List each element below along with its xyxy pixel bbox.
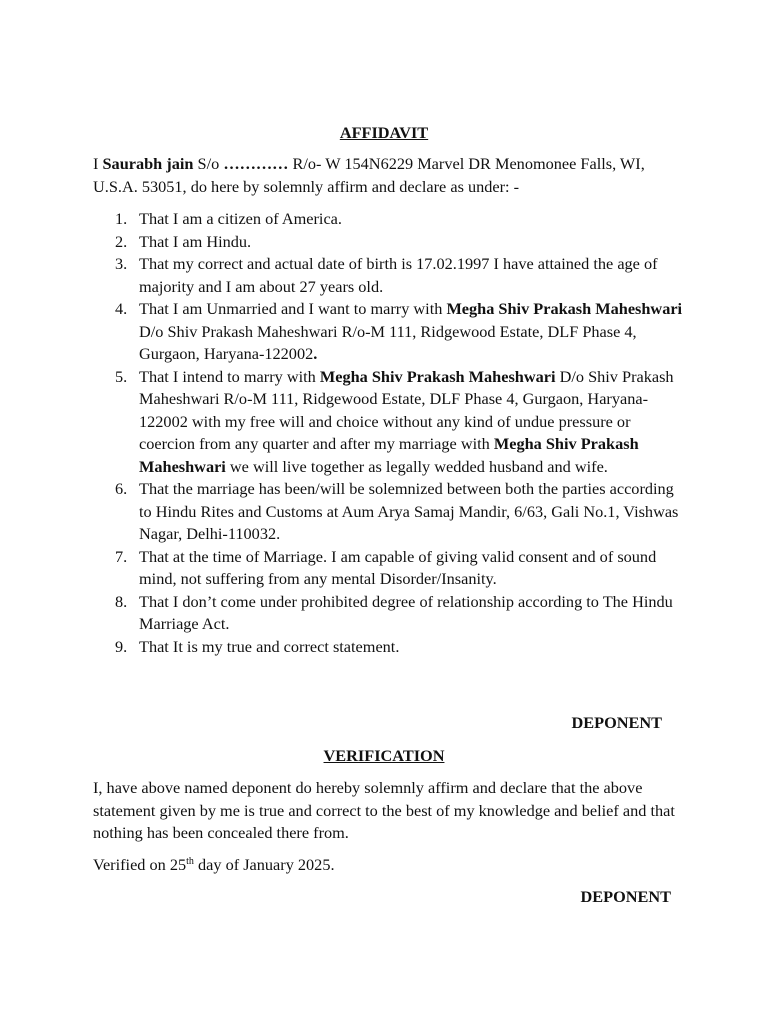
verified-suffix: day of January 2025. bbox=[193, 855, 335, 874]
point-number: 1. bbox=[115, 209, 128, 228]
point-text: That my correct and actual date of birth is 17.02.1997 I have attained the age of majority and I am about 27 years old. bbox=[139, 254, 658, 296]
point-number: 9. bbox=[115, 636, 128, 656]
point-text: That I am Hindu. bbox=[139, 231, 252, 251]
ordinal-suffix: th bbox=[186, 856, 194, 867]
point-period: . bbox=[313, 344, 318, 363]
point-text: That I don’t come under prohibited degree of relationship according to The Hindu Marriage Act. bbox=[139, 591, 673, 633]
point-item bbox=[93, 253, 683, 298]
point-text: we will live together as legally wedded husband and wife. bbox=[225, 456, 608, 476]
point-item bbox=[93, 208, 683, 231]
point-text: D/o Shiv Prakash Maheshwari R/o-M 111, Ridgewood Estate, DLF Phase 4, Gurgaon, Haryana-122002 with my free will and choice without any kind of undue pressure or coercion from any quarter and after my marriage with bbox=[139, 366, 674, 453]
point-number: 5. bbox=[115, 366, 128, 386]
point-item bbox=[93, 636, 683, 659]
deponent-signature-label: DEPONENT bbox=[571, 713, 662, 732]
point-item bbox=[93, 298, 683, 366]
point-text: That I am Unmarried and I want to marry with bbox=[139, 299, 447, 318]
point-text: That I am a citizen of America. bbox=[139, 209, 342, 228]
verification-title: VERIFICATION bbox=[323, 746, 445, 765]
intro-address: R/o- W 154N6229 Marvel DR Menomonee Falls, WI, U.S.A. 53051, do here by solemnly affirm and declare as under: - bbox=[93, 154, 645, 196]
verified-date bbox=[93, 854, 683, 877]
point-number: 8. bbox=[115, 591, 128, 611]
point-number: 6. bbox=[115, 479, 128, 498]
point-number: 4. bbox=[115, 299, 128, 318]
point-number: 2. bbox=[115, 231, 128, 251]
point-item bbox=[93, 546, 683, 591]
bride-name: Megha Shiv Prakash Maheshwari bbox=[319, 366, 556, 386]
affidavit-points bbox=[93, 208, 683, 658]
deponent-name: Saurabh jain bbox=[102, 154, 194, 173]
document-title: AFFIDAVIT bbox=[339, 123, 429, 142]
father-name-placeholder: ………… bbox=[223, 154, 289, 173]
point-item bbox=[93, 591, 683, 636]
point-text: That I intend to marry with bbox=[139, 366, 320, 386]
intro-prefix: I bbox=[93, 154, 103, 173]
verified-prefix: Verified on 25 bbox=[93, 855, 187, 874]
verification-paragraph: I, have above named deponent do hereby solemnly affirm and declare that the above statement given by me is true and correct to the best of my knowledge and belief and that nothing has been concealed there from. bbox=[93, 778, 675, 842]
point-item bbox=[93, 478, 683, 546]
point-text: That at the time of Marriage. I am capable of giving valid consent and of sound mind, not suffering from any mental Disorder/Insanity. bbox=[139, 546, 657, 588]
point-text: That the marriage has been/will be solemnized between both the parties according to Hindu Rites and Customs at Aum Arya Samaj Mandir, 6/63, Gali No.1, Vishwas Nagar, Delhi-110032. bbox=[139, 479, 679, 543]
deponent-signature-label-2: DEPONENT bbox=[580, 887, 671, 906]
bride-name: Megha Shiv Prakash Maheshwari bbox=[446, 299, 683, 318]
intro-paragraph bbox=[93, 153, 683, 198]
point-item bbox=[93, 366, 683, 479]
intro-so: S/o bbox=[193, 154, 224, 173]
point-number: 7. bbox=[115, 546, 128, 566]
point-item bbox=[93, 231, 683, 254]
point-text: That It is my true and correct statement. bbox=[139, 636, 400, 656]
point-text: D/o Shiv Prakash Maheshwari R/o-M 111, Ridgewood Estate, DLF Phase 4, Gurgaon, Haryana-122002 bbox=[139, 321, 637, 363]
bride-name: Megha Shiv Prakash Maheshwari bbox=[139, 434, 639, 476]
point-number: 3. bbox=[115, 254, 128, 273]
